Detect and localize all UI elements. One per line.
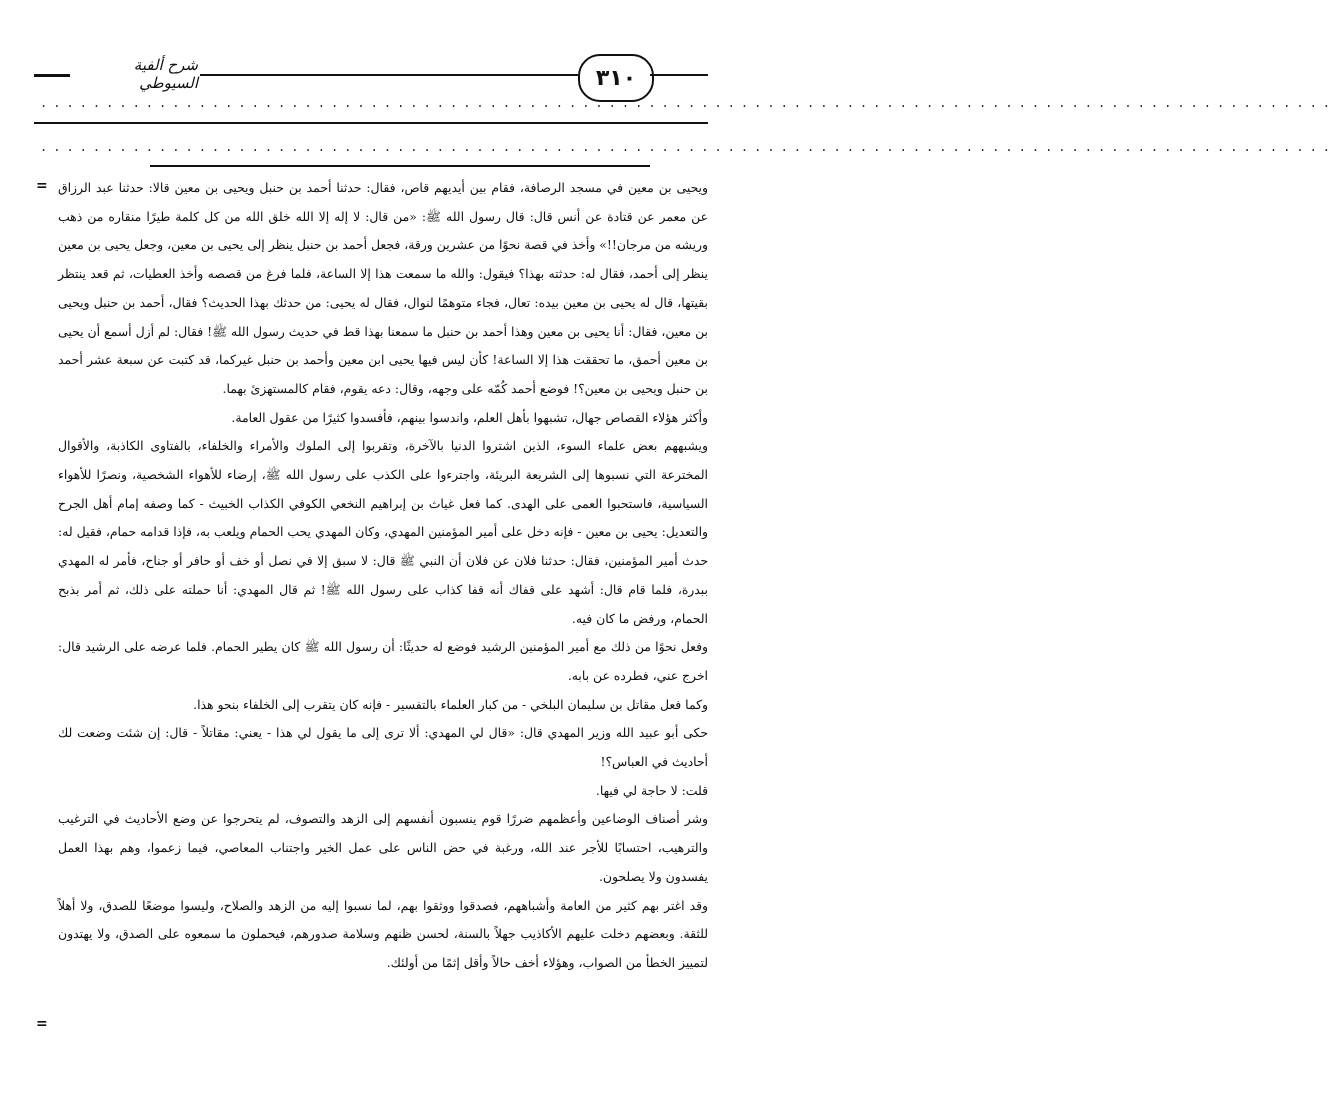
header-rule-middle [200,74,578,76]
page-header [0,40,774,100]
book-title: شرح ألفية السيوطي [133,56,198,92]
paragraph: ويحيى بن معين في مسجد الرصافة، فقام بين أيديهم قاص، فقال: حدثنا أحمد بن حنبل ويحيى بن معين قالا: حدثنا عبد الرزاق عن معمر عن قتادة عن أنس قال: قال رسول الله ﷺ: «من قال: لا إله إلا الله خلق الله من كل كلمة طيرًا منقاره من ذهب وريشه من مرجان!!» وأخذ في قصة نحوًا من عشرين ورقة، فجعل أحمد بن حنبل ينظر إلى يحيى بن معين، وجعل يحيى بن معين ينظر إلى أحمد، فقال له: حدثته بهذا؟ فيقول: والله ما سمعت هذا إلا الساعة، فلما فرغ من قصصه وأخذ العطيات، ثم قعد ينتظر بقيتها، قال له يحيى بن معين بيده: تعال، فجاء متوهمًا لنوال، فقال له يحيى: من حدثك بهذا الحديث؟ فقال، أحمد بن حنبل ويحيى بن معين، فقال: أنا يحيى بن معين وهذا أحمد بن حنبل ما سمعنا بهذا قط في حديث رسول الله ﷺ! فقال: لم أزل أسمع أن يحيى بن معين أحمق، ما تحققت هذا إلا الساعة! كأن ليس فيها يحيى ابن معين وأحمد بن حنبل غيركما، قد كتبت عن سبعة عشر أحمد بن حنبل ويحيى بن معين؟! فوضع أحمد كُمّه على وجهه، وقال: دعه يقوم، فقام كالمستهزئ بهما. [58,180,708,396]
dotted-separator-top: .................................................................................................. [40,96,1336,110]
page-number: ٣١٠ [578,54,654,102]
header-rule-right [650,74,708,76]
paragraph: ويشبههم بعض علماء السوء، الذين اشتروا الدنيا بالآخرة، وتقربوا إلى الملوك والأمراء والخلفاء، بالفتاوى الكاذبة، والأقوال المخترعة التي نسبوها إلى الشريعة البريئة، واجترءوا على الكذب على رسول الله ﷺ، إرضاء للأهواء الشخصية، ونصرًا للأهواء السياسية، فاستحبوا العمى على الهدى. كما فعل غياث بن إبراهيم النخعي الكوفي الكذاب الخبيث - كما وصفه إمام أهل الجرح والتعديل: يحيى بن معين - فإنه دخل على أمير المؤمنين المهدي، وكان المهدي يحب الحمام ويلعب به، فإذا قدامه حمام، فقيل له: حدث أمير المؤمنين، فقال: حدثنا فلان عن فلان أن النبي ﷺ قال: لا سبق إلا في نصل أو خف أو حافر أو جناح، فأمر له المهدي ببدرة، فلما قام قال: أشهد على قفاك أنه قفا كذاب على رسول الله ﷺ! ثم قال المهدي: أنا حملته على ذلك، ثم أمر بذبح الحمام، ورفض ما كان فيه. [58,438,708,626]
paragraph: وفعل نحوًا من ذلك مع أمير المؤمنين الرشيد فوضع له حديثًا: أن رسول الله ﷺ كان يطير الحمام. فلما عرضه على الرشيد قال: اخرج عني، فطرده عن بابه. [58,639,708,683]
paragraph: حكى أبو عبيد الله وزير المهدي قال: «قال لي المهدي: ألا ترى إلى ما يقول لي هذا - يعني: مقاتلاً - قال: إن شئت وضعت لك أحاديث في العباس؟! [58,725,708,770]
dotted-separator-bottom: .................................................................................................. [40,140,1336,154]
body-text [58,174,708,978]
margin-marker-bottom: = [36,1016,48,1032]
paragraph: قلت: لا حاجة لي فيها. [595,782,708,798]
margin-marker-top: = [36,178,48,194]
paragraph: وقد اغتر بهم كثير من العامة وأشباههم، فصدقوا ووثقوا بهم، لما نسبوا إليه من الزهد والصلاح، وليسوا موضعًا للصدق، ولا أهلاً للثقة. وبعضهم دخلت عليهم الأكاذيب جهلاً بالسنة، لحسن ظنهم وسلامة صدورهم، فيحملون ما سمعوه على الصدق، ولا يهتدون لتمييز الخطأ من الصواب، وهؤلاء أخف حالاً وأقل إثمًا من أولئك. [58,897,708,970]
horizontal-rule-2 [150,165,650,167]
horizontal-rule-1 [34,122,708,124]
paragraph: وكما فعل مقاتل بن سليمان البلخي - من كبار العلماء بالتفسير - فإنه كان يتقرب إلى الخلفاء بنحو هذا. [193,696,708,712]
paragraph: وأكثر هؤلاء القصاص جهال، تشبهوا بأهل العلم، واندسوا بينهم، فأفسدوا كثيرًا من عقول العامة. [231,409,708,425]
header-rule-left [34,74,70,77]
paragraph: وشر أصناف الوضاعين وأعظمهم ضررًا قوم ينسبون أنفسهم إلى الزهد والتصوف، لم يتحرجوا عن وضع الأحاديث في الترغيب والترهيب، احتسابًا للأجر عند الله، ورغبة في حض الناس على عمل الخير واجتناب المعاصي، فيما زعموا، وهم بهذا العمل يفسدون ولا يصلحون. [58,811,708,884]
